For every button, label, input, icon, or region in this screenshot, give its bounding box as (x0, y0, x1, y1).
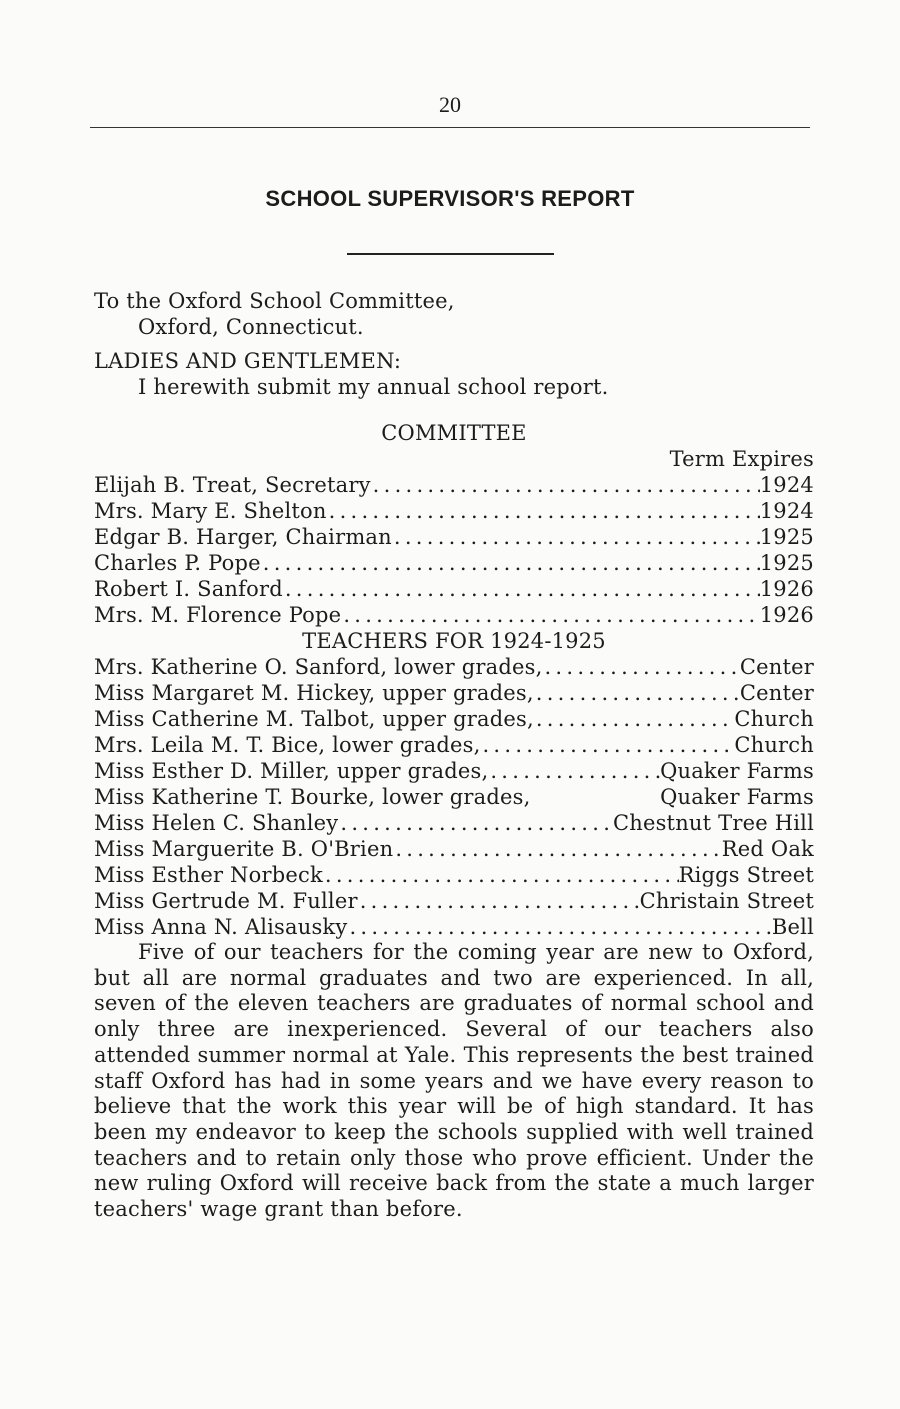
intro-sentence: I herewith submit my annual school report. (138, 375, 609, 399)
term-year: 1926 (759, 577, 814, 601)
teacher-name: Miss Helen C. Shanley (94, 811, 339, 835)
dot-leader (323, 862, 679, 888)
dot-leader (358, 888, 640, 914)
teacher-entry (94, 888, 814, 914)
dot-leader (480, 732, 734, 758)
teachers-heading: TEACHERS FOR 1924-1925 (302, 629, 606, 653)
page-title: SCHOOL SUPERVISOR'S REPORT (265, 186, 635, 211)
member-name: Elijah B. Treat, Secretary (94, 473, 371, 497)
teacher-entry (94, 758, 814, 784)
term-expires-header: Term Expires (669, 447, 814, 471)
committee-member (94, 602, 814, 628)
teacher-name: Miss Margaret M. Hickey, upper grades, (94, 681, 534, 705)
teacher-entry (94, 680, 814, 706)
committee-list (94, 472, 814, 628)
dot-leader (534, 680, 740, 706)
teachers-list (94, 654, 814, 940)
teacher-school: Bell (771, 915, 814, 939)
teacher-school: Christain Street (639, 889, 814, 913)
teacher-entry (94, 654, 814, 680)
teacher-name: Miss Esther D. Miller, upper grades, (94, 759, 489, 783)
teacher-name: Miss Anna N. Alisausky (94, 915, 348, 939)
teacher-entry (94, 784, 814, 810)
teacher-school: Chestnut Tree Hill (612, 811, 814, 835)
dot-leader (393, 836, 721, 862)
teacher-entry (94, 810, 814, 836)
member-name: Robert I. Sanford (94, 577, 283, 601)
addressee-place: Oxford, Connecticut. (138, 315, 364, 339)
teacher-entry (94, 914, 814, 940)
teacher-school: Church (734, 707, 814, 731)
dot-leader (371, 472, 760, 498)
teacher-school: Quaker Farms (660, 759, 814, 783)
teacher-entry (94, 862, 814, 888)
term-year: 1925 (759, 525, 814, 549)
dot-leader (392, 524, 760, 550)
teacher-school: Church (734, 733, 814, 757)
dot-leader (338, 810, 613, 836)
term-year: 1925 (759, 551, 814, 575)
term-year: 1924 (759, 499, 814, 523)
teacher-name: Miss Gertrude M. Fuller (94, 889, 358, 913)
teacher-name: Miss Marguerite B. O'Brien (94, 837, 394, 861)
member-name: Mrs. Mary E. Shelton (94, 499, 327, 523)
dot-leader (534, 706, 735, 732)
teacher-name: Mrs. Katherine O. Sanford, lower grades, (94, 655, 543, 679)
teacher-school: Red Oak (721, 837, 814, 861)
title-rule (347, 253, 554, 255)
committee-member (94, 498, 814, 524)
member-name: Edgar B. Harger, Chairman (94, 525, 392, 549)
committee-member (94, 550, 814, 576)
body-paragraph (94, 940, 814, 1223)
addressee-line: To the Oxford School Committee, (94, 289, 455, 313)
teacher-name: Miss Catherine M. Talbot, upper grades, (94, 707, 534, 731)
dot-leader (283, 576, 760, 602)
page-number: 20 (439, 92, 461, 117)
committee-member (94, 524, 814, 550)
dot-leader (327, 498, 760, 524)
teacher-entry (94, 836, 814, 862)
teacher-school: Center (739, 681, 814, 705)
committee-member (94, 576, 814, 602)
committee-heading: COMMITTEE (381, 421, 527, 445)
teacher-name: Mrs. Leila M. T. Bice, lower grades, (94, 733, 481, 757)
paragraph-text: Five of our teachers for the coming year are new to Oxford, but all are normal graduates and two are experienced. In all, seven of the eleven teachers are graduates of normal school and only three are inexperienced. Several of our teachers also attended summer normal at Yale. This represents the best trained staff Oxford has had in some years and we have every reason to believe that the work this year will be of high standard. It has been my endeavor to keep the schools supplied with well trained teachers and to retain only those who prove efficient. Under the new ruling Oxford will receive back from the state a much larger teachers' wage grant than before. (94, 940, 814, 1222)
term-year: 1924 (759, 473, 814, 497)
member-name: Charles P. Pope (94, 551, 261, 575)
member-name: Mrs. M. Florence Pope (94, 603, 342, 627)
header-rule (90, 127, 810, 128)
dot-leader (542, 654, 739, 680)
dot-leader (261, 550, 760, 576)
teacher-entry (94, 706, 814, 732)
dot-leader (347, 914, 771, 940)
teacher-name: Miss Katherine T. Bourke, lower grades, (94, 785, 531, 809)
teacher-school: Quaker Farms (660, 785, 814, 809)
dot-leader (341, 602, 759, 628)
teacher-entry (94, 732, 814, 758)
teacher-name: Miss Esther Norbeck (94, 863, 323, 887)
greeting: LADIES AND GENTLEMEN: (94, 349, 402, 373)
committee-member (94, 472, 814, 498)
term-year: 1926 (759, 603, 814, 627)
dot-leader (488, 758, 660, 784)
report-body (94, 288, 814, 1223)
teacher-school: Center (739, 655, 814, 679)
teacher-school: Riggs Street (678, 863, 814, 887)
